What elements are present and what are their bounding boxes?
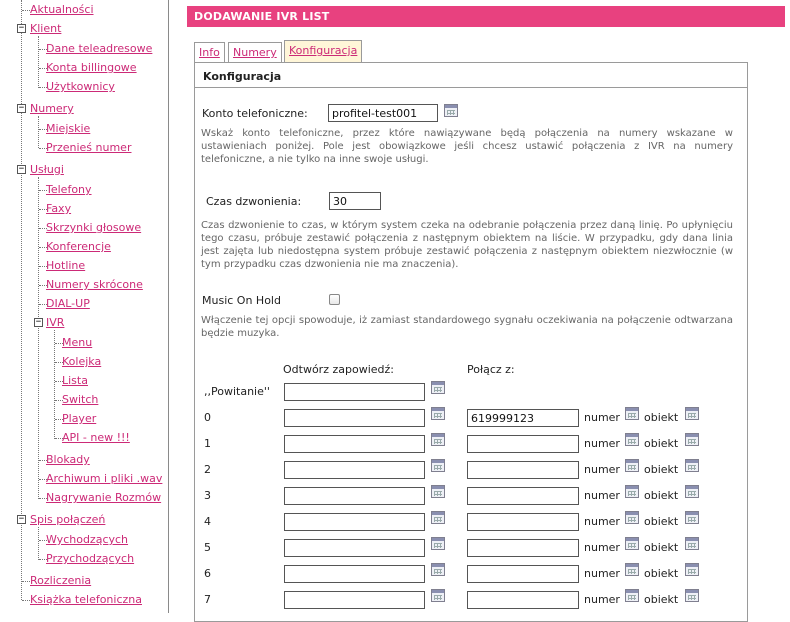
calendar-icon[interactable] — [685, 537, 699, 550]
sidebar-item-ivr-menu[interactable]: Menu — [62, 336, 93, 349]
zapowiedz-input[interactable] — [284, 487, 425, 505]
zapowiedz-input[interactable] — [284, 565, 425, 583]
polacz-input[interactable] — [467, 487, 579, 505]
row-label: 1 — [204, 437, 211, 450]
obiekt-label: obiekt — [644, 567, 679, 580]
calendar-icon[interactable] — [685, 563, 699, 576]
polacz-input[interactable] — [467, 539, 579, 557]
czas-help: Czas dzwonienie to czas, w którym system czeka na odebranie połączenia przez daną linię. Po upłynięciu tego czasu, próbuje zestawić połączenia z następnym obiektem na liście. W przypadku, gdy dana linia jest zajęta lub niedostępna system próbuje zestawić połączenia z następnym obiektem niezwłocznie (w tym przypadku czas dzwonienia nie ma znaczenia). — [201, 220, 733, 270]
calendar-icon[interactable] — [625, 589, 639, 602]
sidebar-item-hotline[interactable]: Hotline — [46, 259, 86, 272]
row-label: ,,Powitanie'' — [204, 385, 270, 398]
sidebar-item-rozliczenia[interactable]: Rozliczenia — [30, 574, 92, 587]
page-title: DODAWANIE IVR LIST — [187, 6, 785, 27]
collapse-toggle-uslugi[interactable]: − — [18, 164, 25, 174]
zapowiedz-input[interactable] — [284, 591, 425, 609]
polacz-input[interactable] — [467, 435, 579, 453]
calendar-icon[interactable] — [685, 511, 699, 524]
config-panel — [194, 62, 748, 622]
sidebar-item-dane-teleadresowe[interactable]: Dane teleadresowe — [46, 42, 153, 55]
row-label: 7 — [204, 593, 211, 606]
polacz-input[interactable] — [467, 591, 579, 609]
calendar-icon[interactable] — [685, 589, 699, 602]
sidebar-item-klient[interactable]: Klient — [30, 22, 62, 35]
numer-label: numer — [584, 593, 620, 606]
calendar-icon[interactable] — [625, 459, 639, 472]
collapse-toggle-numery[interactable]: − — [18, 103, 25, 113]
calendar-icon[interactable] — [431, 589, 445, 602]
row-label: 5 — [204, 541, 211, 554]
calendar-icon[interactable] — [625, 537, 639, 550]
tab-numery[interactable]: Numery — [228, 42, 282, 62]
tree-line — [38, 177, 39, 499]
tab-konfiguracja[interactable]: Konfiguracja — [284, 40, 362, 62]
calendar-icon[interactable] — [685, 407, 699, 420]
calendar-icon[interactable] — [685, 485, 699, 498]
calendar-icon[interactable] — [625, 511, 639, 524]
row-label: 6 — [204, 567, 211, 580]
sidebar-item-wychodzacych[interactable]: Wychodzących — [46, 533, 129, 546]
calendar-icon[interactable] — [625, 485, 639, 498]
collapse-toggle-klient[interactable]: − — [18, 23, 25, 33]
sidebar-item-uzytkownicy[interactable]: Użytkownicy — [46, 80, 115, 93]
czas-input[interactable] — [329, 192, 381, 210]
numer-label: numer — [584, 411, 620, 424]
numer-label: numer — [584, 489, 620, 502]
konto-help: Wskaż konto telefoniczne, przez które nawiązywane będą połączenia na numery wskazane w ustawieniach poniżej. Pole jest obowiązkowe jeśli chcesz ustawić połączenia z IVR na numery telefoniczne, a nie tylko na inne swoje usługi. — [201, 128, 733, 165]
sidebar-item-przenies-numer[interactable]: Przenieś numer — [46, 141, 132, 154]
tree-line — [38, 527, 39, 560]
zapowiedz-input[interactable] — [284, 461, 425, 479]
sidebar-item-przychodzacych[interactable]: Przychodzących — [46, 552, 135, 565]
sidebar-item-ivr-switch[interactable]: Switch — [62, 393, 99, 406]
tree-line — [38, 36, 39, 88]
calendar-icon[interactable] — [431, 407, 445, 420]
calendar-icon[interactable] — [431, 381, 445, 394]
sidebar-item-aktualnosci[interactable]: Aktualności — [30, 3, 94, 16]
collapse-toggle-ivr[interactable]: − — [35, 317, 42, 327]
zapowiedz-input[interactable] — [284, 383, 425, 401]
calendar-icon[interactable] — [625, 563, 639, 576]
sidebar-item-konta-billingowe[interactable]: Konta billingowe — [46, 61, 137, 74]
tree-line — [21, 0, 22, 600]
konto-label: Konto telefoniczne: — [202, 107, 308, 120]
sidebar-item-konferencje[interactable]: Konferencje — [46, 240, 111, 253]
calendar-icon[interactable] — [431, 511, 445, 524]
collapse-toggle-spis[interactable]: − — [18, 514, 25, 524]
col-polacz-header: Połącz z: — [467, 363, 515, 376]
obiekt-label: obiekt — [644, 463, 679, 476]
row-label: 3 — [204, 489, 211, 502]
numer-label: numer — [584, 463, 620, 476]
calendar-icon[interactable] — [625, 407, 639, 420]
calendar-icon[interactable] — [625, 433, 639, 446]
obiekt-label: obiekt — [644, 541, 679, 554]
polacz-input[interactable] — [467, 461, 579, 479]
sidebar-item-miejskie[interactable]: Miejskie — [46, 122, 91, 135]
sidebar-item-ksiazka-telefoniczna[interactable]: Książka telefoniczna — [30, 593, 142, 606]
calendar-icon[interactable] — [431, 459, 445, 472]
polacz-input[interactable] — [467, 409, 579, 427]
sidebar-item-nagrywanie[interactable]: Nagrywanie Rozmów — [46, 491, 162, 504]
sidebar-item-numery[interactable]: Numery — [30, 102, 74, 115]
calendar-icon[interactable] — [685, 433, 699, 446]
zapowiedz-input[interactable] — [284, 513, 425, 531]
tree-line — [54, 330, 55, 439]
numer-label: numer — [584, 515, 620, 528]
zapowiedz-input[interactable] — [284, 435, 425, 453]
moh-checkbox[interactable] — [329, 294, 340, 305]
polacz-input[interactable] — [467, 513, 579, 531]
konto-input[interactable] — [328, 104, 438, 122]
sidebar-item-ivr-player[interactable]: Player — [62, 412, 97, 425]
moh-help: Włączenie tej opcji spowoduje, iż zamiast standardowego sygnału oczekiwania na połączenie odtwarzana będzie muzyka. — [201, 315, 733, 339]
sidebar-item-dial-up[interactable]: DIAL-UP — [46, 297, 90, 310]
sidebar-tree — [0, 0, 169, 613]
panel-title: Konfiguracja — [195, 63, 747, 88]
numer-label: numer — [584, 567, 620, 580]
sidebar-item-spis-polaczen[interactable]: Spis połączeń — [30, 513, 106, 526]
moh-label: Music On Hold — [202, 294, 281, 307]
obiekt-label: obiekt — [644, 593, 679, 606]
sidebar-item-archiwum[interactable]: Archiwum i pliki .wav — [46, 472, 163, 485]
obiekt-label: obiekt — [644, 437, 679, 450]
polacz-input[interactable] — [467, 565, 579, 583]
sidebar-item-ivr[interactable]: IVR — [46, 316, 65, 329]
sidebar-item-ivr-kolejka[interactable]: Kolejka — [62, 355, 102, 368]
row-label: 4 — [204, 515, 211, 528]
zapowiedz-input[interactable] — [284, 409, 425, 427]
numer-label: numer — [584, 541, 620, 554]
numer-label: numer — [584, 437, 620, 450]
row-label: 0 — [204, 411, 211, 424]
sidebar-item-faxy[interactable]: Faxy — [46, 202, 72, 215]
tree-line — [38, 116, 39, 148]
obiekt-label: obiekt — [644, 515, 679, 528]
zapowiedz-input[interactable] — [284, 539, 425, 557]
calendar-icon[interactable] — [431, 485, 445, 498]
obiekt-label: obiekt — [644, 411, 679, 424]
calendar-icon[interactable] — [444, 104, 458, 117]
col-odtworz-header: Odtwórz zapowiedź: — [283, 363, 394, 376]
calendar-icon[interactable] — [431, 537, 445, 550]
calendar-icon[interactable] — [431, 433, 445, 446]
sidebar-item-skrzynki-glosowe[interactable]: Skrzynki głosowe — [46, 221, 142, 234]
row-label: 2 — [204, 463, 211, 476]
sidebar-item-ivr-lista[interactable]: Lista — [62, 374, 88, 387]
calendar-icon[interactable] — [431, 563, 445, 576]
obiekt-label: obiekt — [644, 489, 679, 502]
sidebar-item-telefony[interactable]: Telefony — [46, 183, 92, 196]
sidebar-item-blokady[interactable]: Blokady — [46, 453, 90, 466]
sidebar-item-numery-skrocone[interactable]: Numery skrócone — [46, 278, 143, 291]
tab-info[interactable]: Info — [194, 42, 225, 62]
calendar-icon[interactable] — [685, 459, 699, 472]
sidebar-item-uslugi[interactable]: Usługi — [30, 163, 64, 176]
czas-label: Czas dzwonienia: — [206, 195, 302, 208]
sidebar-item-ivr-api[interactable]: API - new !!! — [62, 431, 130, 444]
